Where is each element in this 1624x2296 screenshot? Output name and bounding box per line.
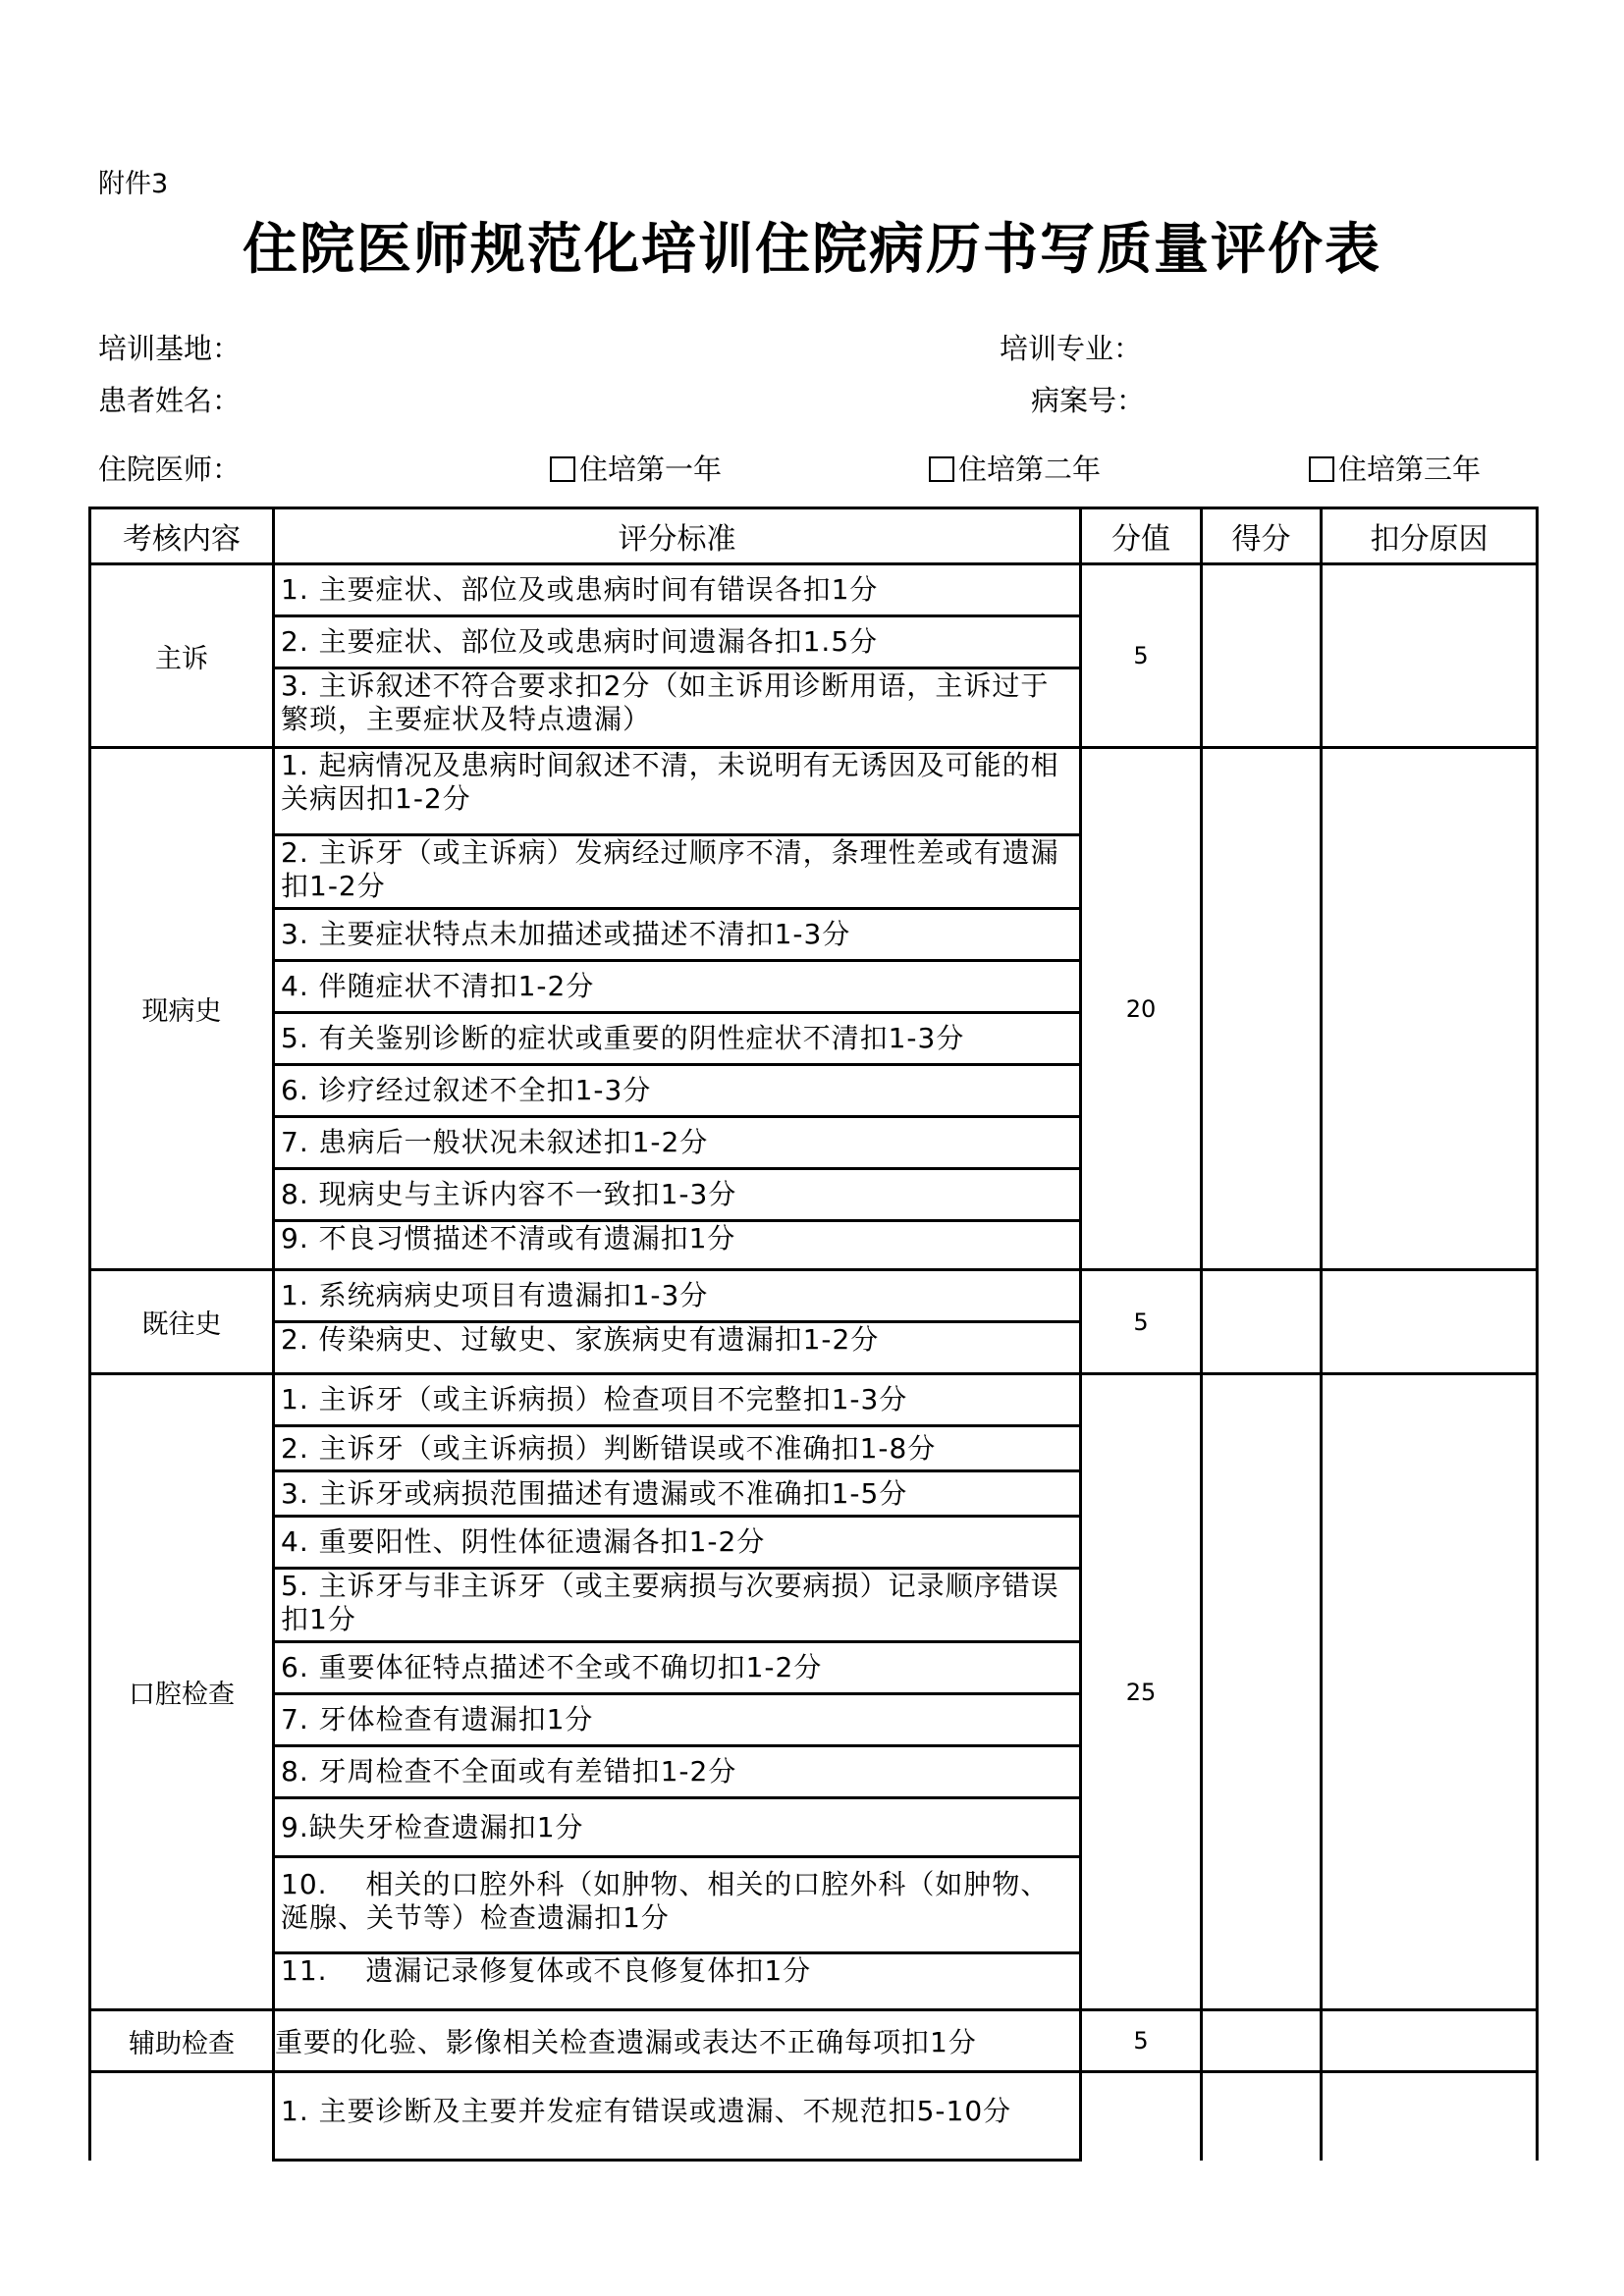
criteria-item: 2. 主要症状、部位及或患病时间遗漏各扣1.5分 <box>275 617 1079 669</box>
deduction-reason-cell[interactable] <box>1322 564 1538 748</box>
header-max-score: 分值 <box>1081 508 1202 564</box>
year2-checkbox[interactable] <box>929 456 954 482</box>
criteria-item: 10. 相关的口腔外科（如肿物、相关的口腔外科（如肿物、涎腺、关节等）检查遗漏扣1分 <box>275 1858 1079 1954</box>
section-row-auxiliary-exam <box>90 2010 1538 2072</box>
resident-label: 住院医师： <box>98 453 242 486</box>
category-past-history: 既往史 <box>90 1270 274 1374</box>
criteria-item: 9. 不良习惯描述不清或有遗漏扣1分 <box>281 1222 736 1255</box>
criteria-item: 6. 重要体征特点描述不全或不确切扣1-2分 <box>275 1643 1079 1695</box>
max-score-value: 5 <box>1081 564 1202 748</box>
criteria-item: 6. 诊疗经过叙述不全扣1-3分 <box>275 1066 1079 1118</box>
case-number-label: 病案号： <box>1031 384 1146 417</box>
criteria-item: 5. 主诉牙与非主诉牙（或主要病损与次要病损）记录顺序错误扣1分 <box>275 1570 1079 1643</box>
criteria-item: 1. 主要症状、部位及或患病时间有错误各扣1分 <box>275 565 1079 617</box>
score-input-cell[interactable] <box>1202 2010 1322 2072</box>
year1-option[interactable] <box>550 448 722 488</box>
section-row-diagnosis <box>90 2072 1538 2161</box>
score-input-cell[interactable] <box>1202 1374 1322 2010</box>
evaluation-table <box>88 507 1539 2162</box>
max-score-value <box>1081 2072 1202 2161</box>
criteria-spacer <box>275 2073 1079 2095</box>
year3-option[interactable] <box>1309 448 1481 488</box>
year3-checkbox[interactable] <box>1309 456 1334 482</box>
criteria-item: 1. 主要诊断及主要并发症有错误或遗漏、不规范扣5-10分 <box>281 2095 1012 2127</box>
criteria-item: 7. 患病后一般状况未叙述扣1-2分 <box>275 1118 1079 1170</box>
criteria-item: 3. 主要症状特点未加描述或描述不清扣1-3分 <box>275 910 1079 962</box>
category-chief-complaint: 主诉 <box>90 564 274 748</box>
max-score-value: 20 <box>1081 748 1202 1270</box>
attachment-label: 附件3 <box>98 169 169 199</box>
year1-checkbox[interactable] <box>550 456 575 482</box>
criteria-cell <box>274 1270 1081 1374</box>
category-oral-exam: 口腔检查 <box>90 1374 274 2010</box>
criteria-item: 7. 牙体检查有遗漏扣1分 <box>275 1695 1079 1747</box>
criteria-item: 8. 牙周检查不全面或有差错扣1-2分 <box>275 1747 1079 1799</box>
deduction-reason-cell[interactable] <box>1322 2010 1538 2072</box>
section-row-chief-complaint <box>90 564 1538 748</box>
criteria-item: 1. 主诉牙（或主诉病损）检查项目不完整扣1-3分 <box>275 1375 1079 1427</box>
header-deduction-reason: 扣分原因 <box>1322 508 1538 564</box>
criteria-item: 5. 有关鉴别诊断的症状或重要的阴性症状不清扣1-3分 <box>275 1014 1079 1066</box>
category-auxiliary-exam: 辅助检查 <box>90 2010 274 2072</box>
year3-label: 住培第三年 <box>1338 453 1482 486</box>
criteria-item: 11. 遗漏记录修复体或不良修复体扣1分 <box>281 1954 812 1987</box>
header-criteria: 评分标准 <box>274 508 1081 564</box>
criteria-item: 2. 主诉牙（或主诉病损）判断错误或不准确扣1-8分 <box>275 1427 1079 1472</box>
criteria-cell <box>274 1374 1081 2010</box>
criteria-item: 1. 系统病病史项目有遗漏扣1-3分 <box>275 1271 1079 1323</box>
deduction-reason-cell[interactable] <box>1322 1270 1538 1374</box>
criteria-item: 2. 主诉牙（或主诉病）发病经过顺序不清，条理性差或有遗漏扣1-2分 <box>275 836 1079 910</box>
criteria-item: 重要的化验、影像相关检查遗漏或表达不正确每项扣1分 <box>274 2010 1081 2072</box>
criteria-cell <box>274 564 1081 748</box>
criteria-item: 3. 主诉牙或病损范围描述有遗漏或不准确扣1-5分 <box>275 1472 1079 1518</box>
page-title: 住院医师规范化培训住院病历书写质量评价表 <box>243 218 1381 282</box>
criteria-item: 1. 起病情况及患病时间叙述不清，未说明有无诱因及可能的相关病因扣1-2分 <box>275 749 1079 836</box>
header-content: 考核内容 <box>90 508 274 564</box>
section-row-present-illness <box>90 748 1538 1270</box>
criteria-item: 4. 重要阳性、阴性体征遗漏各扣1-2分 <box>275 1518 1079 1570</box>
category-present-illness: 现病史 <box>90 748 274 1270</box>
section-row-past-history <box>90 1270 1538 1374</box>
year2-label: 住培第二年 <box>958 453 1102 486</box>
max-score-value: 25 <box>1081 1374 1202 2010</box>
deduction-reason-cell[interactable] <box>1322 1374 1538 2010</box>
criteria-item: 3. 主诉叙述不符合要求扣2分（如主诉用诊断用语，主诉过于繁琐，主要症状及特点遗漏） <box>281 669 1050 735</box>
max-score-value: 5 <box>1081 1270 1202 1374</box>
score-input-cell[interactable] <box>1202 564 1322 748</box>
criteria-cell <box>274 748 1081 1270</box>
score-input-cell[interactable] <box>1202 2072 1322 2161</box>
criteria-item: 4. 伴随症状不清扣1-2分 <box>275 962 1079 1014</box>
section-row-oral-exam <box>90 1374 1538 2010</box>
criteria-item: 8. 现病史与主诉内容不一致扣1-3分 <box>275 1170 1079 1222</box>
criteria-cell <box>274 2072 1081 2161</box>
header-score: 得分 <box>1202 508 1322 564</box>
training-base-label: 培训基地： <box>98 332 242 365</box>
deduction-reason-cell[interactable] <box>1322 2072 1538 2161</box>
table-header-row <box>90 508 1538 564</box>
category-diagnosis <box>90 2072 274 2161</box>
max-score-value: 5 <box>1081 2010 1202 2072</box>
criteria-item: 2. 传染病史、过敏史、家族病史有遗漏扣1-2分 <box>281 1323 880 1356</box>
deduction-reason-cell[interactable] <box>1322 748 1538 1270</box>
score-input-cell[interactable] <box>1202 748 1322 1270</box>
year2-option[interactable] <box>929 448 1101 488</box>
training-specialty-label: 培训专业： <box>1000 332 1143 365</box>
criteria-item: 9.缺失牙检查遗漏扣1分 <box>275 1799 1079 1858</box>
year1-label: 住培第一年 <box>579 453 723 486</box>
patient-name-label: 患者姓名： <box>98 384 242 417</box>
score-input-cell[interactable] <box>1202 1270 1322 1374</box>
